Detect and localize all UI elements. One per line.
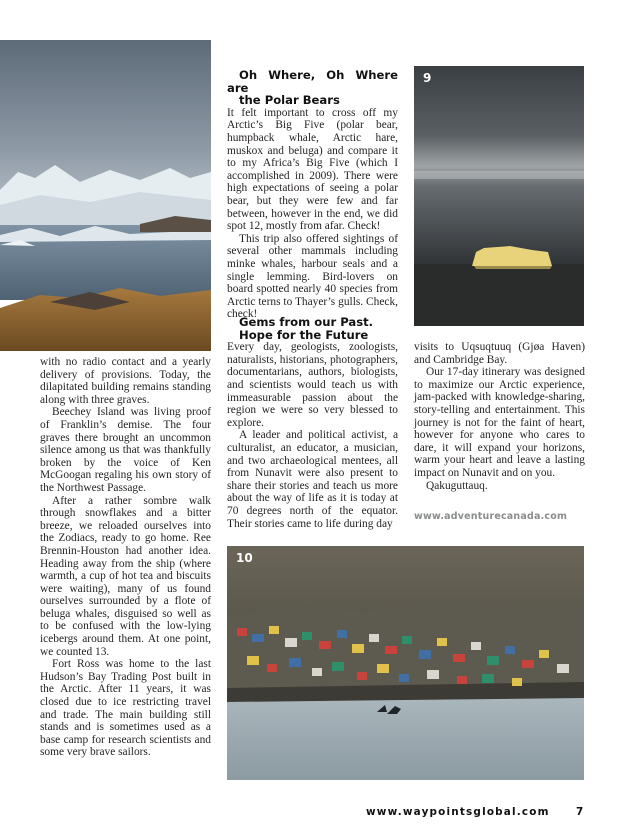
column-left-paragraph: Fort Ross was home to the last Hudson’s Bay Trading Post built in the Arctic. After 11 years, it was closed due to ice restricting travel and trade. The main building still stands and is sometimes used as a base camp for research scientists and some very brave sailors. <box>40 658 211 759</box>
polar-bears-heading-line2: the Polar Bears <box>239 93 340 108</box>
column-right-paragraph: Our 17-day itinerary was designed to maximize our Arctic experience, jam-packed with knowledge-sharing, story-telling and entertainment. This journey is not for the faint of heart, however for anyone who cares to dare, it will expand your horizons, warm your heart and leave a lasting impact on Nunavit and on you. <box>414 366 585 479</box>
column-right <box>414 341 585 492</box>
polar-bears-paragraph: It felt important to cross off my Arctic’s Big Five (polar bear, humpback whale, Arctic hare, muskox and beluga) and compare it to my Africa’s Big Five (which I accomplished in 2009). There were high expectations of seeing a polar bear, but they were few and far between, however in the end, we did spot 12, mostly from afar. Check! <box>227 106 398 233</box>
column-left-paragraph: with no radio contact and a yearly delivery of provisions. Today, the dilapitated building remains standing along with three graves. <box>40 356 211 406</box>
gems-heading-line1: Gems from our Past. <box>239 315 374 329</box>
iceberg-photo-art <box>0 40 211 351</box>
column-middle-bottom <box>227 316 398 530</box>
photo-9 <box>414 66 584 326</box>
gems-heading-line2: Hope for the Future <box>239 327 369 342</box>
photo-10-art <box>227 546 584 780</box>
photo-10 <box>227 546 584 780</box>
polar-bears-heading-line1: Oh Where, Oh Where are <box>227 68 398 95</box>
column-right-paragraph: visits to Uqsuqtuuq (Gjøa Haven) and Cambridge Bay. <box>414 341 585 366</box>
column-right-paragraph: Qakuguttauq. <box>426 479 488 492</box>
gems-paragraph: Every day, geologists, zoologists, naturalists, historians, photographers, documentarians, authors, biologists, and scientists would teach us with immeasurable passion about the region we were so very blessed to explore. <box>227 341 398 429</box>
adventure-canada-link[interactable]: www.adventurecanada.com <box>414 511 568 522</box>
photo-9-art <box>414 66 584 326</box>
column-left-paragraph: After a rather sombre walk through snowflakes and a bitter breeze, we reloaded ourselves into the Zodiacs, ready to go home. Ree Brennin-Houston had another idea. Heading away from the ship (where warmth, a cup of hot tea and biscuits were waiting), many of us found ourselves surrounded by a flote of beluga whales, disguised so well as to be confused with the low-lying icebergs around them. At one point, we counted 13. <box>40 494 211 658</box>
polar-bears-paragraph: This trip also offered sightings of several other mammals including minke whales, harbour seals and a single lemming. Bird-lovers on board spotted nearly 40 species from Arctic terns to Thayer’s gulls. Check, check! <box>227 232 398 321</box>
column-left <box>40 356 211 759</box>
page-number: 7 <box>576 806 584 818</box>
photo-9-number: 9 <box>423 71 432 85</box>
column-middle-top <box>227 69 398 321</box>
column-left-paragraph: Beechey Island was living proof of Franklin’s demise. The four graves there brought an uncommon silence among us that was thankfully broken by the voice of Ken McGoogan regaling his own story of the Northwest Passage. <box>40 406 211 494</box>
footer-website[interactable]: www.waypointsglobal.com <box>366 806 550 818</box>
photo-10-number: 10 <box>236 551 253 565</box>
iceberg-photo <box>0 40 211 351</box>
gems-paragraph: A leader and political activist, a culturalist, an educator, a musician, and two archaeological mentees, all from Nunavit were also present to share their stories and teach us more about the way of life as it is today at 70 degrees north of the equator. Their stories came to life during day <box>227 429 398 530</box>
